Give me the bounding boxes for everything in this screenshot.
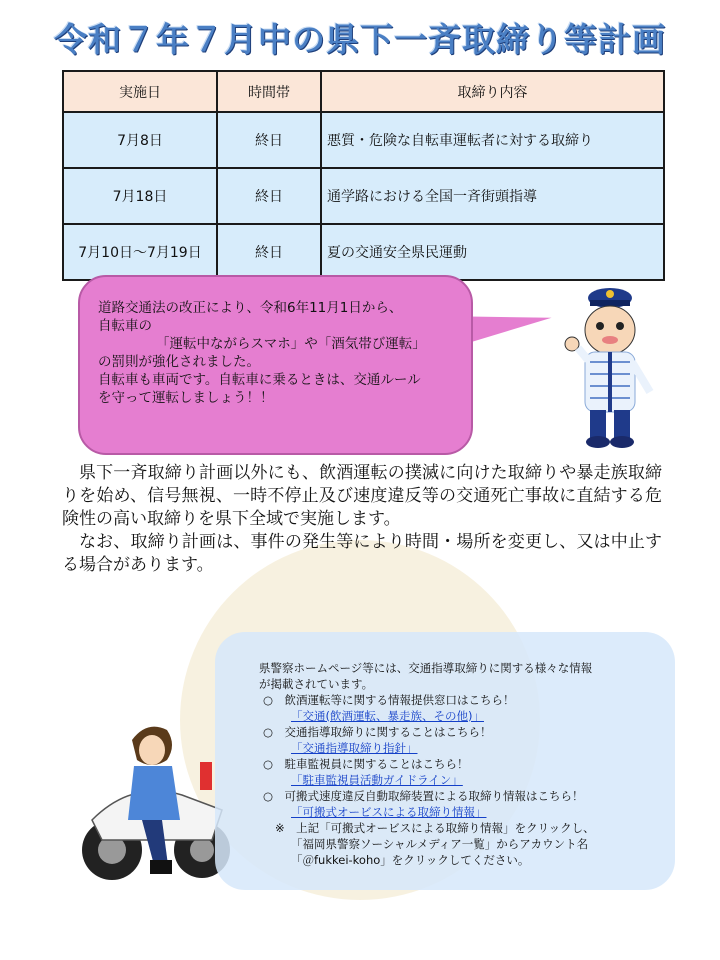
- info-item: ○ 交通指導取締りに関することはこちら！: [263, 725, 492, 739]
- cell-date: 7月10日～7月19日: [63, 224, 217, 280]
- speech-bubble: [78, 275, 473, 455]
- cell-date: 7月8日: [63, 112, 217, 168]
- cell-date: 7月18日: [63, 168, 217, 224]
- body-paragraph: なお、取締り計画は、事件の発生等により時間・場所を変更し、又は中止する場合があります。: [62, 532, 662, 575]
- table-header-row: [63, 71, 664, 112]
- body-paragraph: 県下一斉取締り計画以外にも、飲酒運転の撲滅に向けた取締りや暴走族取締りを始め、信号無視、一時不停止及び速度違反等の交通死亡事故に直結する危険性の高い取締りを県下全域で実施します。: [62, 463, 662, 529]
- link-parking-guideline[interactable]: 「駐車監視員活動ガイドライン」: [291, 773, 463, 787]
- cell-content: 通学路における全国一斉街頭指導: [321, 168, 664, 224]
- info-box: [215, 632, 675, 890]
- cell-time: 終日: [217, 112, 321, 168]
- link-portable-orbis[interactable]: 「可搬式オービスによる取締り情報」: [291, 805, 487, 819]
- cell-time: 終日: [217, 224, 321, 280]
- bubble-line: の罰則が強化されました。: [98, 354, 260, 370]
- speech-bubble-tail: [460, 304, 553, 344]
- cell-time: 終日: [217, 168, 321, 224]
- bubble-line: 自転車も車両です。自転車に乗るときは、交通ルール: [98, 372, 421, 388]
- info-item: ○ 可搬式速度違反自動取締装置による取締り情報はこちら！: [263, 789, 584, 803]
- bubble-line: 自転車の: [98, 318, 152, 334]
- schedule-table: [62, 70, 665, 281]
- info-intro: が掲載されています。: [259, 677, 374, 691]
- link-traffic-report[interactable]: 「交通(飲酒運転、暴走族、その他)」: [291, 709, 484, 723]
- table-row: [63, 168, 664, 224]
- cell-content: 夏の交通安全県民運動: [321, 224, 664, 280]
- cell-content: 悪質・危険な自転車運転者に対する取締り: [321, 112, 664, 168]
- link-enforcement-guideline[interactable]: 「交通指導取締り指針」: [291, 741, 418, 755]
- bubble-line: を守って運転しましょう！！: [98, 390, 274, 406]
- bubble-line: 道路交通法の改正により、令和6年11月1日から、: [98, 300, 403, 316]
- table-row: [63, 112, 664, 168]
- header-time: 時間帯: [217, 71, 321, 112]
- info-intro: 県警察ホームページ等には、交通指導取締りに関する様々な情報: [259, 661, 593, 675]
- header-date: 実施日: [63, 71, 217, 112]
- bubble-line: 「運転中ながらスマホ」や「酒気帯び運転」: [156, 336, 426, 352]
- info-note: 「＠fukkei-koho」をクリックしてください。: [291, 853, 530, 867]
- body-text: [62, 462, 662, 577]
- page-title: 令和７年７月中の県下一斉取締り等計画: [54, 20, 666, 59]
- table-row: [63, 224, 664, 280]
- info-item: ○ 駐車監視員に関することはこちら！: [263, 757, 469, 771]
- header-content: 取締り内容: [321, 71, 664, 112]
- police-mascot-image: [560, 282, 660, 452]
- info-note: 「福岡県警察ソーシャルメディア一覧」からアカウント名: [291, 837, 589, 851]
- info-item: ○ 飲酒運転等に関する情報提供窓口はこちら！: [263, 693, 515, 707]
- info-note: ※ 上記「可搬式オービスによる取締り情報」をクリックし、: [275, 821, 595, 835]
